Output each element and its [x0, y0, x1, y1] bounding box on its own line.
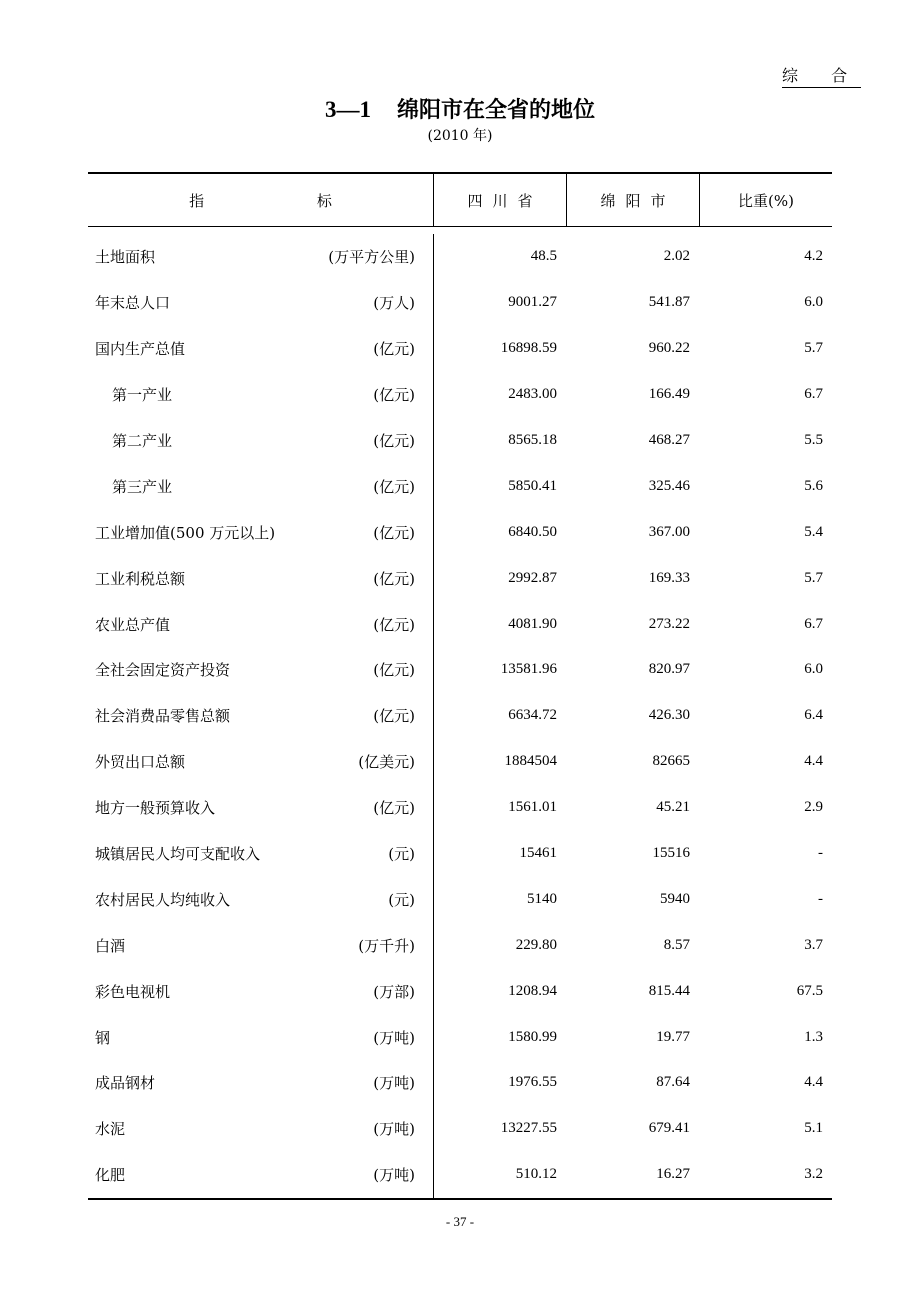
- mianyang-value: 8.57: [663, 936, 690, 953]
- row-label: [88, 509, 433, 555]
- table-row: [88, 968, 832, 1014]
- ratio-value: 6.0: [804, 661, 823, 678]
- indicator-unit: (亿元): [373, 569, 415, 588]
- mianyang-value: 169.33: [648, 569, 690, 586]
- row-label: [88, 1106, 433, 1152]
- indicator-unit: (亿元): [373, 477, 415, 496]
- sichuan-value: 4081.90: [433, 601, 566, 647]
- row-label: [88, 1060, 433, 1106]
- indicator-unit: (亿元): [373, 707, 415, 726]
- mianyang-value: 468.27: [648, 432, 690, 448]
- sichuan-value: 2992.87: [433, 555, 566, 601]
- indicator-unit: (亿元): [373, 386, 415, 405]
- header-indicator: 指 标: [189, 191, 386, 210]
- indicator-unit: (万吨): [373, 1028, 415, 1047]
- indicator-unit: (亿元): [373, 523, 415, 542]
- row-label: [88, 601, 433, 647]
- ratio-value: 6.4: [804, 707, 823, 724]
- row-label: [88, 831, 433, 877]
- mianyang-value: 5940: [660, 890, 690, 907]
- table-row: [88, 463, 832, 509]
- mianyang-value: 87.64: [656, 1074, 690, 1091]
- mianyang-value: 820.97: [648, 661, 690, 678]
- row-label: [88, 876, 433, 922]
- indicator-name: 外贸出口总额: [95, 753, 186, 772]
- sichuan-value: 6840.50: [433, 509, 566, 555]
- sichuan-value: 1580.99: [433, 1014, 566, 1060]
- table-row: [88, 647, 832, 693]
- table-number: 3—1: [324, 97, 371, 122]
- row-label: [88, 968, 433, 1014]
- table-row: [88, 1014, 832, 1060]
- indicator-name: 土地面积: [95, 248, 156, 267]
- section-tag: 综 合: [782, 66, 861, 88]
- sichuan-value: 15461: [433, 831, 566, 877]
- row-label: [88, 418, 433, 464]
- indicator-unit: (万吨): [373, 1166, 415, 1185]
- table-row: [88, 372, 832, 418]
- indicator-name: 国内生产总值: [95, 340, 186, 359]
- indicator-unit: (万吨): [373, 1074, 415, 1093]
- indicator-name: 钢: [95, 1028, 111, 1047]
- header-mianyang: 绵阳市: [566, 174, 699, 226]
- indicator-name: 城镇居民人均可支配收入: [95, 845, 261, 864]
- indicator-name: 农业总产值: [95, 615, 171, 634]
- table-row: [88, 555, 832, 601]
- indicator-unit: (万吨): [373, 1120, 415, 1139]
- ratio-value: 5.7: [804, 569, 823, 586]
- mianyang-value: 45.21: [656, 799, 690, 816]
- indicator-name: 彩色电视机: [95, 982, 171, 1001]
- mianyang-value: 82665: [652, 753, 690, 770]
- row-label: [88, 739, 433, 785]
- indicator-name: 全社会固定资产投资: [95, 661, 231, 680]
- indicator-unit: (亿元): [373, 340, 415, 359]
- indicator-unit: (亿元): [373, 615, 415, 634]
- mianyang-value: 15516: [652, 845, 690, 862]
- mianyang-value: 273.22: [648, 615, 690, 632]
- indicator-unit: (元): [388, 845, 415, 864]
- indicator-name: 第二产业: [112, 432, 173, 450]
- row-label: [88, 785, 433, 831]
- row-label: [88, 234, 433, 280]
- table-row: [88, 601, 832, 647]
- table-row: [88, 785, 832, 831]
- table-body: [88, 227, 832, 1198]
- sichuan-value: 2483.00: [433, 372, 566, 418]
- indicator-name: 水泥: [95, 1120, 126, 1139]
- ratio-value: 5.4: [804, 523, 823, 540]
- ratio-value: 6.7: [804, 386, 823, 403]
- indicator-unit: (亿元): [373, 432, 415, 450]
- table-row: [88, 1106, 832, 1152]
- indicator-unit: (万千升): [358, 936, 415, 955]
- page-title: [0, 94, 920, 127]
- page-subtitle: (2010 年): [427, 128, 493, 144]
- ratio-value: 5.1: [804, 1120, 823, 1137]
- table-row: [88, 234, 832, 280]
- ratio-value: 4.2: [804, 248, 823, 265]
- indicator-unit: (元): [388, 890, 415, 909]
- header-ratio: 比重(%): [699, 174, 832, 226]
- indicator-unit: (万平方公里): [328, 248, 415, 267]
- row-label: [88, 1152, 433, 1198]
- table-header: [88, 174, 832, 227]
- indicator-name: 白酒: [95, 936, 126, 955]
- ratio-value: 3.2: [804, 1166, 823, 1183]
- ratio-value: 6.7: [804, 615, 823, 632]
- table-row: [88, 739, 832, 785]
- indicator-unit: (万部): [373, 982, 415, 1001]
- ratio-value: 4.4: [804, 1074, 823, 1091]
- mianyang-value: 2.02: [663, 248, 690, 265]
- sichuan-value: 5850.41: [433, 463, 566, 509]
- mianyang-value: 367.00: [648, 523, 690, 540]
- mianyang-value: 166.49: [648, 386, 690, 403]
- indicator-unit: (亿元): [373, 799, 415, 818]
- mianyang-value: 426.30: [648, 707, 690, 724]
- sichuan-value: 1561.01: [433, 785, 566, 831]
- row-label: [88, 1014, 433, 1060]
- indicator-name: 年末总人口: [95, 294, 171, 313]
- ratio-value: -: [818, 845, 823, 862]
- sichuan-value: 9001.27: [433, 280, 566, 326]
- mianyang-value: 679.41: [648, 1120, 690, 1137]
- sichuan-value: 510.12: [433, 1152, 566, 1198]
- page-number: - 37 -: [445, 1214, 475, 1229]
- indicator-name: 农村居民人均纯收入: [95, 890, 231, 909]
- sichuan-value: 8565.18: [433, 418, 566, 464]
- row-label: [88, 922, 433, 968]
- ratio-value: 2.9: [804, 799, 823, 816]
- sichuan-value: 1884504: [433, 739, 566, 785]
- row-label: [88, 463, 433, 509]
- indicator-name: 工业利税总额: [95, 569, 186, 588]
- mianyang-value: 16.27: [656, 1166, 690, 1183]
- indicator-unit: (亿美元): [358, 753, 415, 772]
- row-label: [88, 647, 433, 693]
- ratio-value: 67.5: [796, 982, 823, 999]
- indicator-name: 化肥: [95, 1166, 126, 1185]
- mianyang-value: 815.44: [648, 982, 690, 999]
- sichuan-value: 1208.94: [433, 968, 566, 1014]
- mianyang-value: 19.77: [656, 1028, 690, 1045]
- indicator-name: 工业增加值(500 万元以上): [95, 523, 276, 542]
- mianyang-value: 325.46: [648, 477, 690, 494]
- ratio-value: 5.5: [804, 432, 823, 448]
- sichuan-value: 229.80: [433, 922, 566, 968]
- row-label: [88, 555, 433, 601]
- table-row: [88, 326, 832, 372]
- ratio-value: 5.6: [804, 477, 823, 494]
- row-label: [88, 372, 433, 418]
- table-row: [88, 876, 832, 922]
- table-row: [88, 1060, 832, 1106]
- ratio-value: 1.3: [804, 1028, 823, 1045]
- table-title: 绵阳市在全省的地位: [396, 98, 595, 123]
- sichuan-value: 6634.72: [433, 693, 566, 739]
- indicator-name: 第一产业: [112, 386, 173, 405]
- ratio-value: 5.7: [804, 340, 823, 357]
- indicator-name: 第三产业: [112, 477, 173, 496]
- ratio-value: 3.7: [804, 936, 823, 953]
- indicator-name: 地方一般预算收入: [95, 799, 216, 818]
- row-label: [88, 693, 433, 739]
- table-row: [88, 693, 832, 739]
- sichuan-value: 13581.96: [433, 647, 566, 693]
- indicator-name: 社会消费品零售总额: [95, 707, 231, 726]
- sichuan-value: 5140: [433, 876, 566, 922]
- statistics-table: [88, 172, 832, 1200]
- ratio-value: 4.4: [804, 753, 823, 770]
- header-sichuan: 四川省: [433, 174, 566, 226]
- indicator-unit: (亿元): [373, 661, 415, 680]
- mianyang-value: 960.22: [648, 340, 690, 357]
- table-row: [88, 1152, 832, 1198]
- sichuan-value: 13227.55: [433, 1106, 566, 1152]
- mianyang-value: 541.87: [648, 294, 690, 311]
- table-row: [88, 509, 832, 555]
- table-row: [88, 831, 832, 877]
- table-row: [88, 280, 832, 326]
- row-label: [88, 326, 433, 372]
- table-row: [88, 418, 832, 464]
- ratio-value: 6.0: [804, 294, 823, 311]
- sichuan-value: 16898.59: [433, 326, 566, 372]
- sichuan-value: 1976.55: [433, 1060, 566, 1106]
- indicator-name: 成品钢材: [95, 1074, 156, 1093]
- table-row: [88, 922, 832, 968]
- indicator-unit: (万人): [373, 294, 415, 313]
- ratio-value: -: [818, 890, 823, 907]
- sichuan-value: 48.5: [433, 234, 566, 280]
- row-label: [88, 280, 433, 326]
